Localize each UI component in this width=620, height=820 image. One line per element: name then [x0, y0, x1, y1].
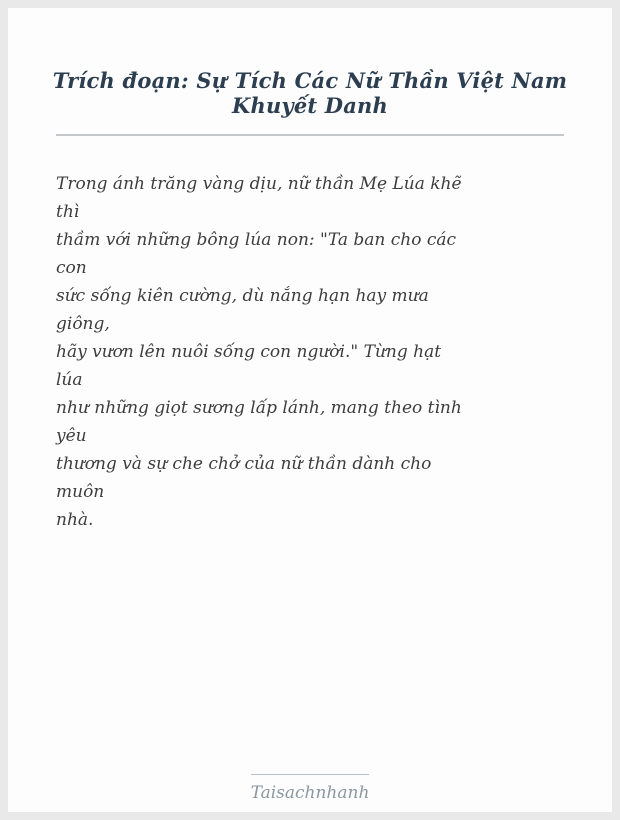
excerpt-line: thương và sự che chở của nữ thần dành cho	[56, 454, 432, 474]
excerpt-line: giông,	[56, 314, 110, 334]
document-sheet	[8, 8, 612, 812]
excerpt-line: yêu	[56, 426, 87, 446]
excerpt-line: con	[56, 258, 87, 278]
excerpt-line: thầm với những bông lúa non: "Ta ban cho các	[56, 230, 457, 250]
excerpt-line: Trong ánh trăng vàng dịu, nữ thần Mẹ Lúa khẽ	[56, 174, 462, 194]
excerpt-line: muôn	[56, 482, 105, 502]
footer-brand: Taisachnhanh	[250, 783, 370, 803]
excerpt-line: sức sống kiên cường, dù nắng hạn hay mưa	[56, 286, 429, 306]
excerpt-body	[56, 170, 564, 534]
excerpt-line: nhà.	[56, 510, 94, 530]
footer-divider	[251, 774, 369, 775]
excerpt-line: hãy vươn lên nuôi sống con người." Từng hạt	[56, 342, 442, 362]
excerpt-line: lúa	[56, 370, 83, 390]
excerpt-line: thì	[56, 202, 80, 222]
page-footer	[8, 774, 612, 804]
page-title: Trích đoạn: Sự Tích Các Nữ Thần Việt Nam Khuyết Danh	[52, 68, 568, 118]
excerpt-line: như những giọt sương lấp lánh, mang theo tình	[56, 398, 462, 418]
title-divider	[56, 134, 564, 136]
